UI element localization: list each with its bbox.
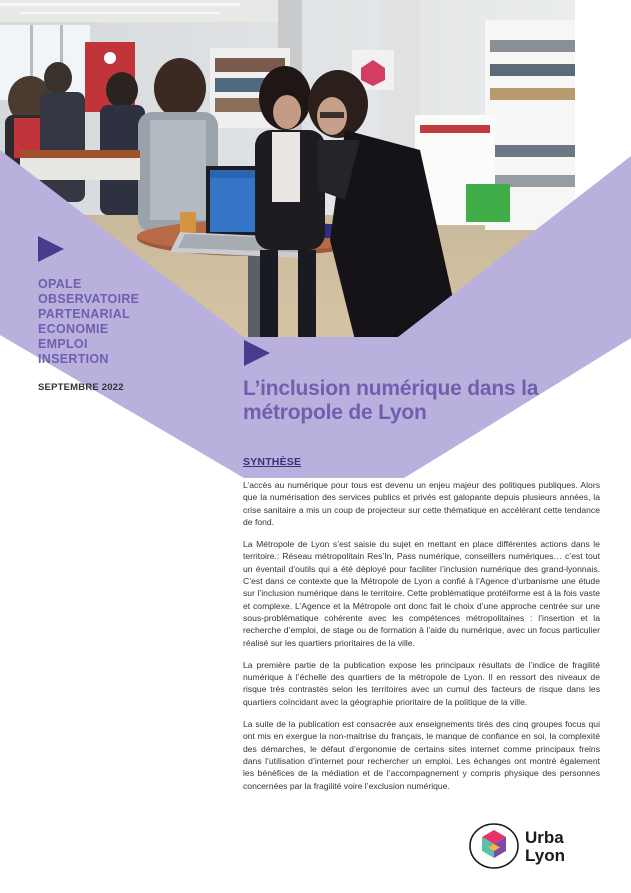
triangle-bullet-icon: [38, 236, 66, 264]
paragraph: La Métropole de Lyon s’est saisie du sujet en mettant en place différentes actions dans le territoire.: Réseau métropolitain Res’In, Pass numérique, conseillers numériques… c’est tout un éventail d’outils qui a été déployé pour faciliter l’inclusion numérique des grand-lyonnais. C’est dans ce contexte que la Métropole de Lyon a confié à l’Agence d’urbanisme une étude sur l’inclusion numérique dans le territoire. Cette problématique protéiforme est à la fois vaste et complexe. L’Agence et la Métropole ont donc fait le choix d’une approche centrée sur une sous-problématique cohérente avec les compétences métropolitaines : l’insertion et la recherche d’emploi, de stage ou de formation à l’aide du numérique, avec un focus particulier réalisé sur les quartiers prioritaires de la ville.: [243, 539, 600, 648]
title-line: métropole de Lyon: [243, 401, 427, 424]
paragraph: La suite de la publication est consacrée aux enseignements tirés des cinq groupes focus qui ont mis en exergue la non-maitrise du français, le manque de confiance en soi, la complexité des démarches, le défaut d’ergonomie de certains sites internet comme principaux freins dans l’utilisation d’internet pour rechercher un emploi. Les échanges ont montré également les bénéfices de la médiation et de l’accompagnement y compris physique des personnes concernées par la fragilité voire l’exclusion numérique.: [243, 719, 600, 791]
title-line: L’inclusion numérique dans la: [243, 377, 539, 400]
org-line: OPALE: [38, 277, 82, 291]
publication-date: SEPTEMBRE 2022: [38, 382, 124, 393]
org-line: EMPLOI: [38, 337, 88, 351]
org-line: OBSERVATOIRE: [38, 292, 140, 306]
section-heading: SYNTHÈSE: [243, 456, 302, 468]
org-line: INSERTION: [38, 352, 109, 366]
paragraph: La première partie de la publication expose les principaux résultats de l’indice de fragilité numérique à l’échelle des quartiers de la métropole de Lyon. Il en ressort des niveaux de risque très contrastés selon les territoires avec un cumul des facteurs de risque dans les quartiers coïncidant avec la géographie prioritaire de la politique de la ville.: [243, 659, 600, 707]
triangle-title-icon: [244, 340, 272, 368]
body-text: [243, 479, 600, 802]
document-title: [243, 377, 613, 425]
urbalyon-logo: [466, 820, 576, 880]
logo-word-urba: Urba: [525, 828, 564, 847]
paragraph: L’accès au numérique pour tous est devenu un enjeu majeur des politiques publiques. Alors que la numérisation des services publics et privés est galopante depuis plusieurs années, la crise sanitaire a mis un coup de projecteur sur cette thématique en accélérant cette tendance de fond.: [243, 480, 600, 527]
logo-word-lyon: Lyon: [525, 846, 565, 865]
org-line: PARTENARIAL: [38, 307, 130, 321]
organization-name: [38, 277, 139, 367]
org-line: ECONOMIE: [38, 322, 109, 336]
